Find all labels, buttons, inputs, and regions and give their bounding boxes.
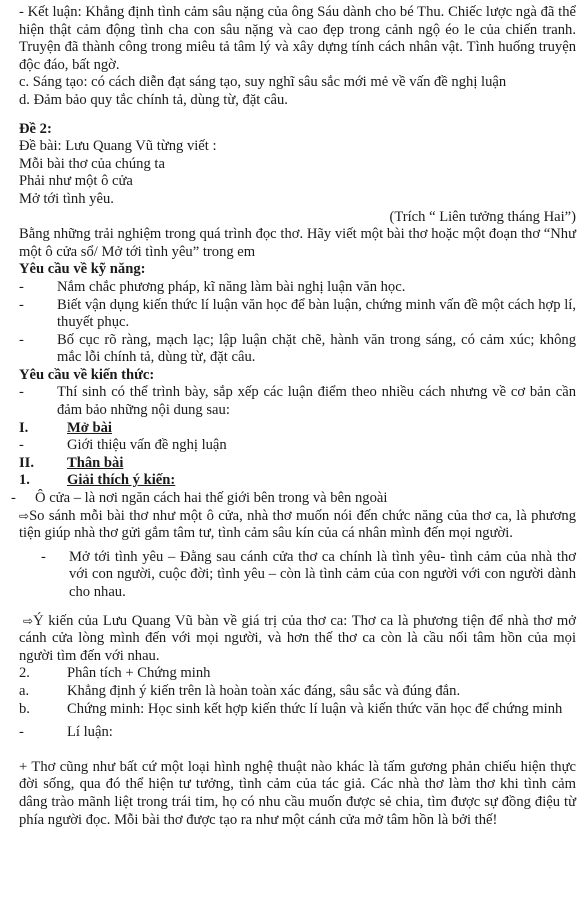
- skill-item-1: - Nắm chắc phương pháp, kĩ năng làm bài nghị luận văn học.: [19, 278, 406, 295]
- item-a: a. Khẳng định ý kiến trên là hoàn toàn xác đáng, sâu sắc và đúng đắn.: [19, 682, 461, 699]
- task-description: Bằng những trải nghiệm trong quá trình đọc thơ. Hãy viết một bài thơ hoặc một đoạn thơ “Như một ô cửa sổ/ Mở tới tình yêu” trong em: [19, 226, 576, 260]
- poem-line-2: Phải như một ô cửa: [19, 173, 133, 190]
- section-heading-de2: Đề 2:: [19, 120, 52, 137]
- creativity-criterion: c. Sáng tạo: có cách diễn đạt sáng tạo, suy nghĩ sâu sắc mới mẻ về vấn đề nghị luận: [19, 74, 507, 91]
- skill-item-3: - Bố cục rõ ràng, mạch lạc; lập luận chặt chẽ, hành văn trong sáng, có cảm xúc; không mắc lỗi chính tả, dùng từ, đặt câu.: [19, 331, 576, 366]
- bullet-dash: -: [19, 331, 24, 348]
- li-luan-item: - Lí luận:: [19, 724, 113, 741]
- mo-toi-item: - Mở tới tình yêu – Đằng sau cánh cửa thơ ca chính là tình yêu- tình cảm của nhà thơ với con người, cuộc đời; tình yêu – còn là tình cảm của con người với con người dành cho nhau.: [19, 549, 576, 602]
- final-paragraph: + Thơ cũng như bất cứ một loại hình nghệ thuật nào khác là tấm gương phản chiếu hiện thực đời sống, qua đó thể hiện tư tưởng, tình cảm của tác giả. Các nhà thơ làm thơ khi tình cảm dâng trào mãnh liệt trong trái tim, họ có nhu cầu muốn được sẻ chia, tìm được sự đồng điệu từ phía người đọc. Mỗi bài thơ được tạo ra như một cánh cửa mở tâm hồn là bởi thế!: [19, 758, 576, 828]
- comparison-paragraph: ⇨So sánh mỗi bài thơ như một ô cửa, nhà thơ muốn nói đến chức năng của thơ ca, là phương tiện giúp nhà thơ gửi gắm tâm tư, tình cảm sâu kín của cá nhân mình đến mọi người.: [19, 507, 576, 542]
- bullet-dash: -: [19, 296, 24, 313]
- skill-item-2: - Biết vận dụng kiến thức lí luận văn học để bàn luận, chứng minh vấn đề một cách hợp lí, thuyết phục.: [19, 296, 576, 331]
- opinion-paragraph: ⇨Ý kiến của Lưu Quang Vũ bàn về giá trị của thơ ca: Thơ ca là phương tiện để nhà thơ mở cánh cửa lòng mình đến với mọi người, và hơn thế thơ ca còn là cầu nối tâm hồn của mọi người tìm đến với nhau.: [19, 612, 576, 664]
- poem-line-3: Mở tới tình yêu.: [19, 190, 114, 207]
- section-mo-bai: I. Mở bài: [19, 419, 112, 436]
- bullet-dash: -: [41, 548, 46, 565]
- knowledge-item-1: - Thí sinh có thể trình bày, sắp xếp các luận điểm theo nhiều cách nhưng về cơ bản cần đảm bảo những nội dung sau:: [19, 384, 576, 419]
- bullet-dash: -: [19, 437, 24, 454]
- subsection-giai-thich: 1. Giải thích ý kiến:: [19, 472, 176, 489]
- arrow-right-icon: ⇨: [19, 508, 30, 523]
- o-cua-item: - Ô cửa – là nơi ngăn cách hai thế giới bên trong và bên ngoài: [7, 490, 576, 508]
- bullet-dash: -: [19, 278, 24, 295]
- conclusion-paragraph: - Kết luận: Khẳng định tình cảm sâu nặng của ông Sáu dành cho bé Thu. Chiếc lược ngà đã thể hiện thật cảm động tình cha con sâu nặng và cao đẹp trong cảnh ngộ éo le của chiến tranh. Truyện đã thành công trong miêu tả tâm lý và xây dựng tính cách nhân vật. Tình huống truyện độc đáo, bất ngờ.: [19, 4, 576, 73]
- bullet-dash: -: [11, 490, 16, 507]
- spelling-criterion: d. Đảm bảo quy tắc chính tả, dùng từ, đặt câu.: [19, 91, 288, 108]
- knowledge-heading: Yêu cầu về kiến thức:: [19, 366, 155, 383]
- mo-bai-item: - Giới thiệu vấn đề nghị luận: [19, 437, 227, 454]
- skills-heading: Yêu cầu về kỹ năng:: [19, 261, 146, 278]
- poem-line-1: Mỗi bài thơ của chúng ta: [19, 155, 165, 172]
- subsection-phan-tich: 2. Phân tích + Chứng minh: [19, 665, 211, 682]
- bullet-dash: -: [19, 384, 24, 401]
- section-than-bai: II. Thân bài: [19, 454, 124, 471]
- prompt-intro: Đề bài: Lưu Quang Vũ từng viết :: [19, 138, 217, 155]
- bullet-dash: -: [19, 724, 24, 741]
- poem-citation: (Trích “ Liên tưởng tháng Hai”): [389, 208, 576, 225]
- item-b: b. Chứng minh: Học sinh kết hợp kiến thức lí luận và kiến thức văn học để chứng minh: [19, 700, 563, 717]
- arrow-right-icon: ⇨: [23, 613, 34, 628]
